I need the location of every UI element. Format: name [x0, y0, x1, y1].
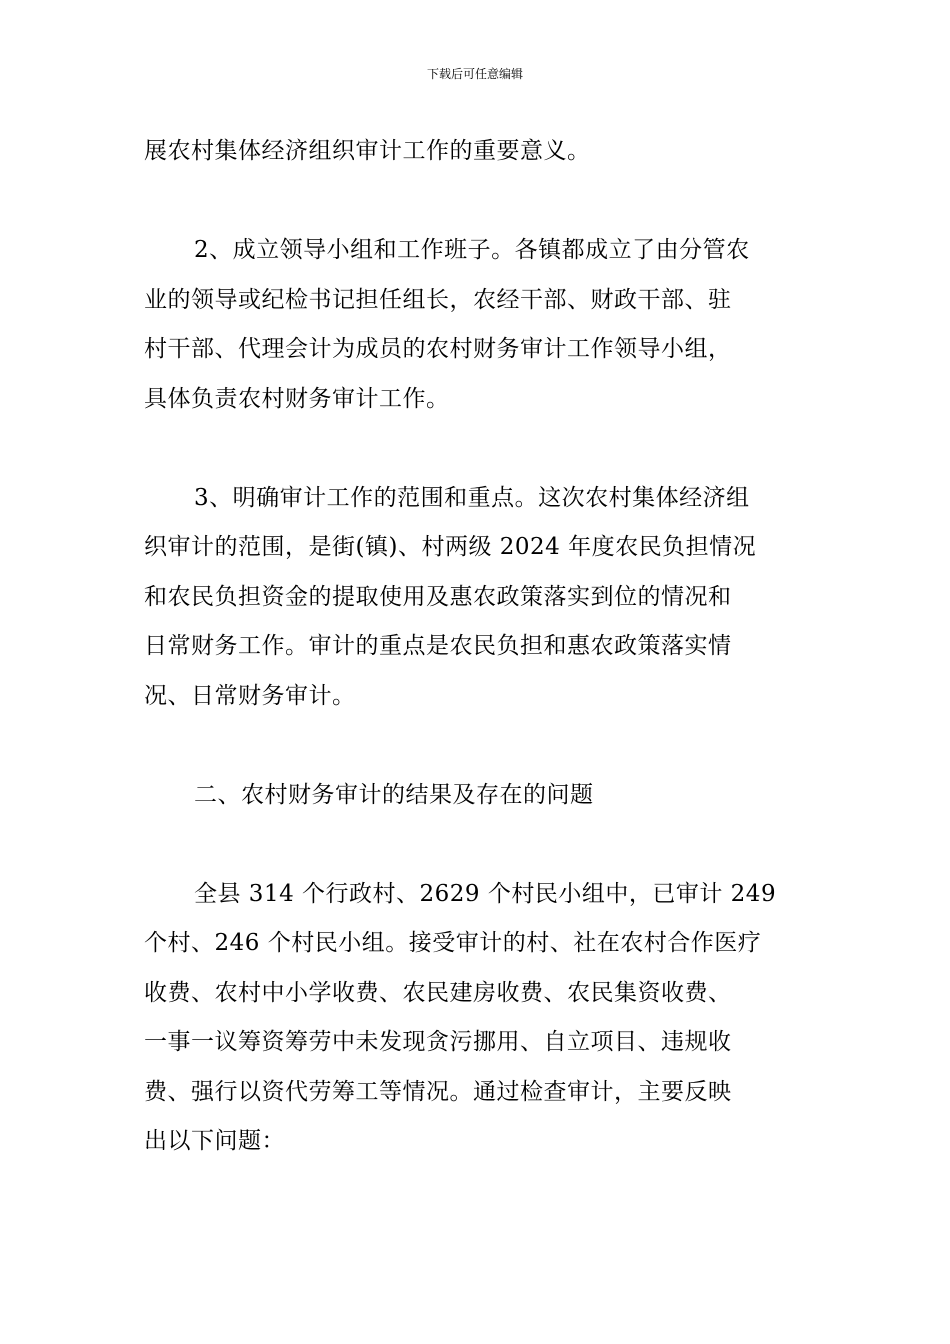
- paragraph-gap: [144, 820, 808, 870]
- paragraph: [144, 127, 808, 177]
- paragraph-gap: [144, 721, 808, 771]
- paragraph-line: 村干部、代理会计为成员的农村财务审计工作领导小组，: [144, 336, 732, 362]
- paragraph-line: 展农村集体经济组织审计工作的重要意义。: [144, 138, 591, 164]
- paragraph-gap: [144, 424, 808, 474]
- paragraph-line: 个村、246 个村民小组。接受审计的村、社在农村合作医疗: [144, 930, 762, 956]
- paragraph: [144, 226, 808, 424]
- paragraph-line: 况、日常财务审计。: [144, 682, 356, 709]
- document-body: [144, 127, 808, 1167]
- paragraph-line: 织审计的范围，是街(镇)、村两级 2024 年度农民负担情况: [144, 534, 757, 560]
- paragraph-line: 收费、农村中小学收费、农民建房收费、农民集资收费、: [144, 979, 732, 1006]
- paragraph-line: 一事一议筹资筹劳中未发现贪污挪用、自立项目、违规收: [144, 1029, 732, 1055]
- paragraph-line: 和农民负担资金的提取使用及惠农政策落实到位的情况和: [144, 583, 732, 610]
- paragraph-line: 具体负责农村财务审计工作。: [144, 385, 450, 412]
- paragraph: [144, 474, 808, 722]
- page-header-note: 下载后可任意编辑: [426, 67, 523, 81]
- paragraph-line: 费、强行以资代劳筹工等情况。通过检查审计，主要反映: [144, 1078, 732, 1105]
- paragraph-line: 全县 314 个行政村、2629 个村民小组中，已审计 249: [194, 880, 777, 907]
- paragraph-gap: [144, 177, 808, 227]
- paragraph-line: 业的领导或纪检书记担任组长，农经干部、财政干部、驻: [144, 286, 732, 313]
- section-heading-text: 二、农村财务审计的结果及存在的问题: [194, 781, 594, 808]
- paragraph-line: 出以下问题：: [144, 1128, 285, 1154]
- section-heading: [144, 771, 808, 821]
- paragraph-line: 日常财务工作。审计的重点是农民负担和惠农政策落实情: [144, 633, 732, 659]
- paragraph-line: 2、成立领导小组和工作班子。各镇都成立了由分管农: [194, 237, 750, 263]
- paragraph-line: 3、明确审计工作的范围和重点。这次农村集体经济组: [194, 484, 750, 511]
- paragraph: [144, 870, 808, 1167]
